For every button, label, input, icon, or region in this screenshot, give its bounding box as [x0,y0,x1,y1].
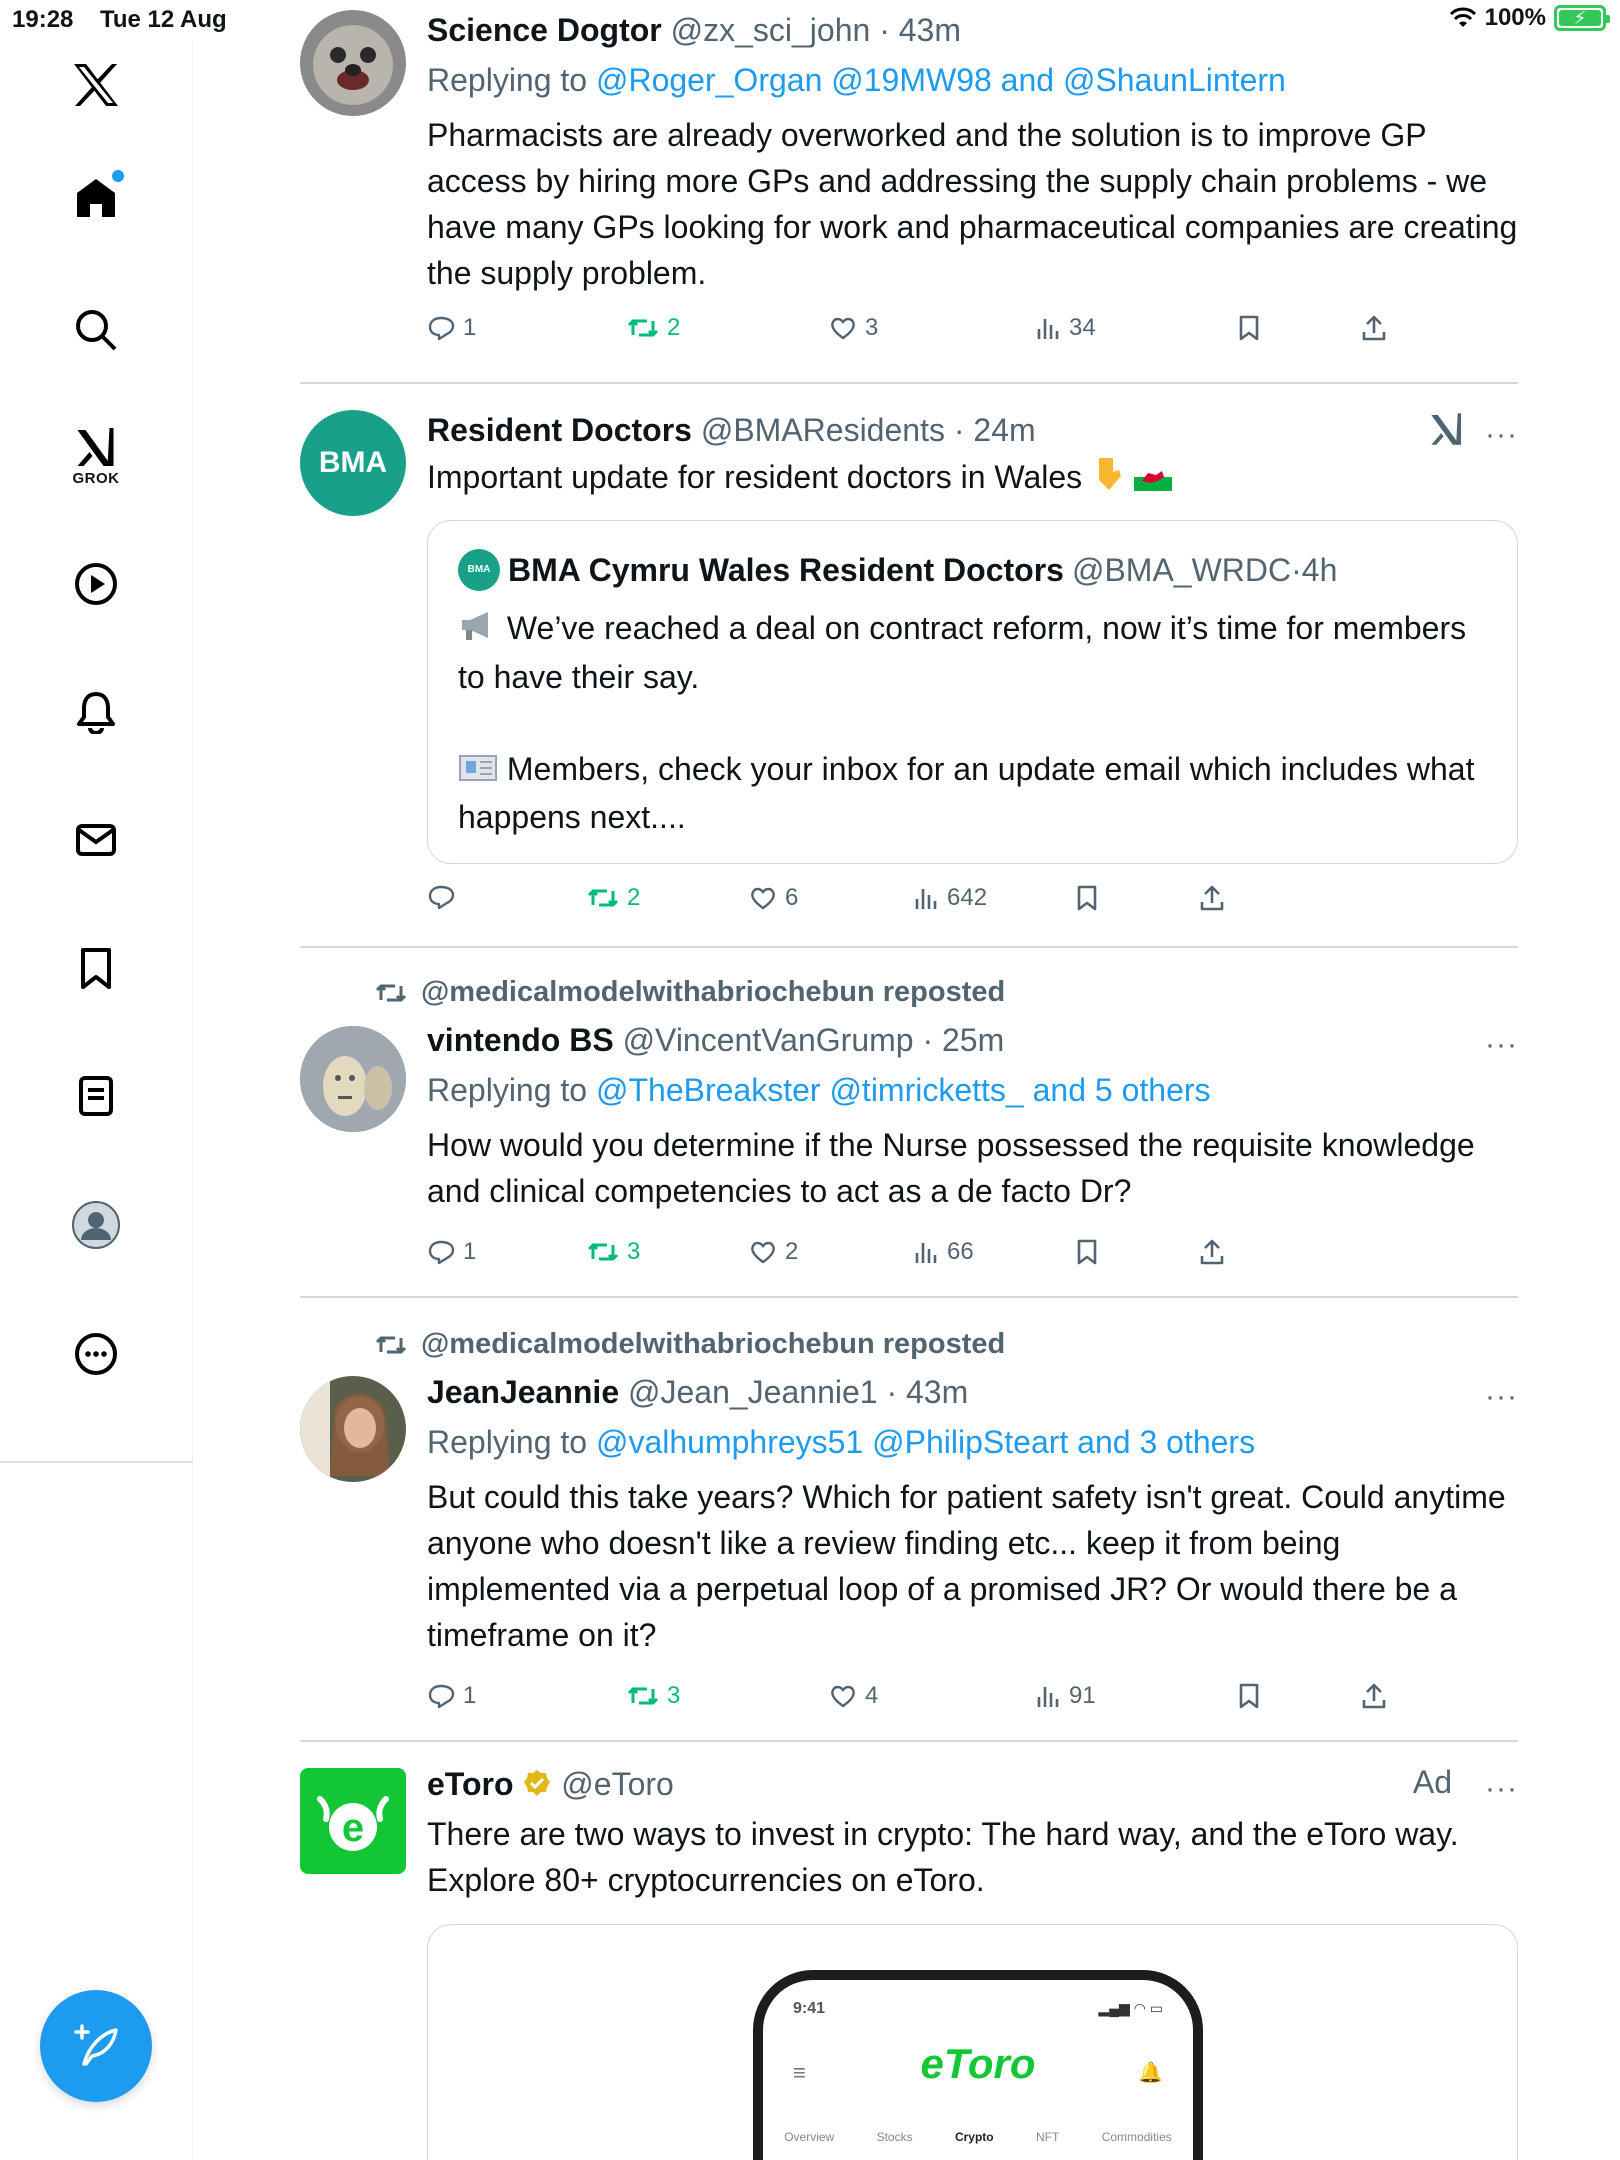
etoro-logo-icon [308,1781,398,1861]
reply-button[interactable] [427,1238,476,1266]
grok-label: GROK [72,470,120,487]
sidebar-item-home[interactable] [74,176,118,220]
bookmark-icon [1075,884,1099,912]
phone-tab-commodities: Commodities [1101,2130,1172,2144]
pointing-down-icon [1091,456,1125,504]
views-button[interactable] [913,884,987,912]
phone-tab-overview: Overview [784,2130,835,2144]
tweet-text-row [427,454,1518,504]
tweet[interactable] [300,410,1518,950]
share-button[interactable] [1199,1238,1225,1266]
repost-icon [627,1683,659,1709]
repost-icon [627,315,659,341]
phone-tab-stocks: Stocks [876,2130,913,2144]
repost-icon [375,980,407,1006]
like-button[interactable] [749,884,798,912]
heart-icon [829,1683,857,1709]
more-options-icon[interactable]: ··· [1485,1380,1518,1413]
views-count: 91 [1069,1682,1096,1709]
reply-icon [427,1239,455,1265]
views-chart-icon [1035,1683,1061,1709]
sidebar-item-lists[interactable] [74,1074,118,1118]
quote-display-name: BMA Cymru Wales Resident Doctors [508,552,1064,588]
quote-handle: @BMA_WRDC [1071,552,1292,588]
repost-context[interactable] [375,976,1005,1009]
ad-label: Ad [1412,1764,1452,1800]
timestamp[interactable]: 25m [942,1022,1005,1058]
more-circle-icon [74,1332,118,1376]
bookmark-icon [1237,314,1261,342]
quote-line1: We’ve reached a deal on contract reform, now it’s time for members to have their say. [458,610,1467,695]
display-name[interactable]: eToro [427,1766,514,1802]
menu-icon: ≡ [793,2060,806,2085]
like-button[interactable] [829,314,878,342]
home-notification-dot [112,170,124,182]
reply-icon [427,1683,455,1709]
replying-prefix: Replying to [427,1424,588,1460]
status-date: Tue 12 Aug [100,6,227,33]
tweet-header: JeanJeannie @Jean_Jeannie1 · 43m [427,1374,969,1410]
avatar[interactable] [300,10,406,116]
play-icon [74,562,118,606]
phone-tab-nft: NFT [1036,2130,1060,2144]
reply-button[interactable] [427,884,463,910]
tweet[interactable] [300,1322,1518,1722]
avatar[interactable] [300,1376,406,1482]
tweet-text: Pharmacists are already overworked and the solution is to improve GP access by hiring more GPs and addressing the supply chain problems - we have many GPs looking for work and pharmaceutical companies are creating the supply problem. [427,117,1518,291]
share-button[interactable] [1361,314,1387,342]
like-button[interactable] [829,1682,878,1710]
repost-count: 2 [627,884,641,911]
quote-line2: Members, check your inbox for an update email which includes what happens next.... [458,750,1475,836]
tweet-actions [427,1238,1427,1278]
quote-header: BMA BMA Cymru Wales Resident Doctors @BMA_WRDC · 4h [458,549,1337,591]
repost-by: @medicalmodelwithabriochebun reposted [421,1328,1006,1360]
quote-timestamp: 4h [1301,552,1338,588]
reply-count: 1 [463,1682,477,1709]
user-handle[interactable]: @eToro [561,1766,674,1802]
bookmark-icon [1075,1238,1099,1266]
views-button[interactable] [913,1238,974,1266]
x-logo-icon[interactable] [71,62,121,108]
display-name[interactable]: Resident Doctors [427,412,692,448]
reply-button[interactable] [427,1682,476,1710]
tweet-header: Resident Doctors @BMAResidents · 24m [427,412,1036,448]
more-options-icon[interactable]: ··· [1485,418,1518,451]
replying-prefix: Replying to [427,1072,588,1108]
display-name[interactable]: vintendo BS [427,1022,614,1058]
bookmark-button[interactable] [1075,1238,1099,1266]
replying-to-users[interactable]: @valhumphreys51 @PhilipSteart and 3 others [595,1424,1256,1460]
replying-to [427,1422,1518,1462]
replying-to [427,60,1518,100]
avatar[interactable] [300,1768,406,1874]
share-icon [1361,314,1387,342]
tweet-divider [300,1740,1518,1742]
notification-bell-icon: 🔔 [1138,2062,1163,2084]
compose-button[interactable] [40,1990,152,2102]
compose-feather-icon [68,2018,124,2074]
repost-button[interactable] [627,1682,680,1710]
views-chart-icon [913,1239,939,1265]
repost-count: 3 [667,1682,681,1709]
views-count: 66 [947,1238,974,1265]
user-handle[interactable]: @zx_sci_john [670,12,871,48]
like-button[interactable] [749,1238,798,1266]
phone-tab-bar [763,2130,1193,2144]
more-options-icon[interactable]: ··· [1485,1772,1518,1805]
sidebar-item-video[interactable] [74,562,118,606]
bookmark-button[interactable] [1075,884,1099,912]
tweet-divider [300,946,1518,948]
phone-tab-crypto: Crypto [954,2130,994,2144]
etoro-wordmark: eToro [920,2040,1036,2087]
tweet-actions [427,1682,1427,1722]
tweet-divider [300,382,1518,384]
quote-avatar: BMA [458,549,500,591]
reply-count: 1 [463,314,477,341]
tweet-text: There are two ways to invest in crypto: The hard way, and the eToro way. Explore 80+ cryptocurrencies on eToro. [427,1815,1459,1898]
repost-count: 3 [627,1238,641,1265]
sidebar-item-notifications[interactable] [74,690,118,734]
reply-icon [427,884,455,910]
phone-time: 9:41 [793,2000,826,2017]
tweet-header [427,1764,1518,1807]
tweet-text: How would you determine if the Nurse possessed the requisite knowledge and clinical competencies to act as a de facto Dr? [427,1127,1475,1209]
quoted-tweet[interactable] [427,520,1518,864]
tweet-header: vintendo BS @VincentVanGrump · 25m [427,1022,1005,1058]
tweet-header: Science Dogtor @zx_sci_john · 43m [427,12,961,48]
sidebar-item-profile[interactable] [71,1200,121,1250]
views-count: 34 [1069,314,1096,341]
sidebar-item-bookmarks[interactable] [74,946,118,990]
avatar[interactable] [300,410,406,516]
newspaper-icon [458,748,498,794]
user-handle[interactable]: @VincentVanGrump [622,1022,914,1058]
repost-count: 2 [667,314,681,341]
tweet-text: Important update for resident doctors in Wales [427,459,1083,495]
quote-body [458,605,1487,840]
replying-to [427,1070,1518,1110]
display-name[interactable]: Science Dogtor [427,12,662,48]
repost-icon [587,885,619,911]
reply-icon [427,315,455,341]
share-icon [1199,884,1225,912]
timestamp[interactable]: 24m [973,412,1036,448]
svg-text:e: e [341,1806,365,1850]
envelope-icon [74,818,118,862]
more-options-icon[interactable]: ··· [1485,1028,1518,1061]
bookmark-icon [74,946,118,990]
share-icon [1361,1682,1387,1710]
views-chart-icon [913,885,939,911]
like-count: 6 [785,884,799,911]
repost-button[interactable] [627,314,680,342]
timestamp[interactable]: 43m [906,1374,969,1410]
bookmark-icon [1237,1682,1261,1710]
views-button[interactable] [1035,1682,1096,1710]
status-time: 19:28 [12,6,74,33]
battery-icon: ⚡ [1554,5,1606,31]
repost-context[interactable] [375,1328,1005,1361]
sidebar-item-search[interactable] [74,308,118,352]
repost-by: @medicalmodelwithabriochebun reposted [421,976,1006,1008]
repost-button[interactable] [587,884,640,912]
phone-signal-icon: ▂▄▆ ◠ ▭ [1098,2000,1163,2016]
battery-percent: 100% [1484,4,1546,31]
user-handle[interactable]: @Jean_Jeannie1 [628,1374,878,1410]
reply-button[interactable] [427,314,476,342]
grok-icon[interactable] [1428,410,1466,448]
sidebar-item-messages[interactable] [74,818,118,862]
timestamp[interactable]: 43m [898,12,961,48]
reply-count: 1 [463,1238,477,1265]
share-button[interactable] [1199,884,1225,912]
ad-media-card[interactable] [427,1924,1518,2160]
heart-icon [749,1239,777,1265]
verified-gold-badge-icon [522,1767,552,1807]
avatar[interactable] [300,1026,406,1132]
quote-line [458,605,1487,700]
views-button[interactable] [1035,314,1096,342]
tweet-divider [300,1296,1518,1298]
tweet[interactable] [300,970,1518,1280]
display-name[interactable]: JeanJeannie [427,1374,620,1410]
tweet-actions [427,314,1427,354]
sidebar [0,40,193,2160]
profile-avatar-icon [71,1200,121,1250]
share-button[interactable] [1361,1682,1387,1710]
bookmark-button[interactable] [1237,314,1261,342]
like-count: 3 [865,314,879,341]
heart-icon [829,315,857,341]
tweet-text: But could this take years? Which for patient safety isn't great. Could anytime anyone who doesn't like a review finding etc... keep it from being implemented via a perpetual loop of a promised JR? Or would there be a timeframe on it? [427,1479,1506,1653]
list-icon [74,1074,118,1118]
repost-button[interactable] [587,1238,640,1266]
repost-icon [587,1239,619,1265]
sidebar-item-grok[interactable] [73,426,120,487]
bell-icon [74,690,118,734]
sidebar-item-more[interactable] [74,1332,118,1376]
replying-to-users[interactable]: @TheBreakster @timricketts_ and 5 others [595,1072,1211,1108]
replying-prefix: Replying to [427,62,588,98]
sidebar-divider [0,1461,193,1463]
replying-to-users[interactable]: @Roger_Organ @19MW98 and @ShaunLintern [595,62,1286,98]
megaphone-icon [458,608,498,654]
share-icon [1199,1238,1225,1266]
home-icon [74,176,118,220]
heart-icon [749,885,777,911]
grok-icon [73,426,119,468]
views-chart-icon [1035,315,1061,341]
like-count: 4 [865,1682,879,1709]
avatar-text: BMA [318,446,388,479]
tweet-actions [427,884,1427,924]
like-count: 2 [785,1238,799,1265]
wales-flag-icon [1134,457,1172,503]
phone-mockup [753,1970,1203,2160]
search-icon [74,308,118,352]
views-count: 642 [947,884,988,911]
repost-icon [375,1332,407,1358]
user-handle[interactable]: @BMAResidents [700,412,945,448]
quote-line [458,746,1487,841]
bookmark-button[interactable] [1237,1682,1261,1710]
